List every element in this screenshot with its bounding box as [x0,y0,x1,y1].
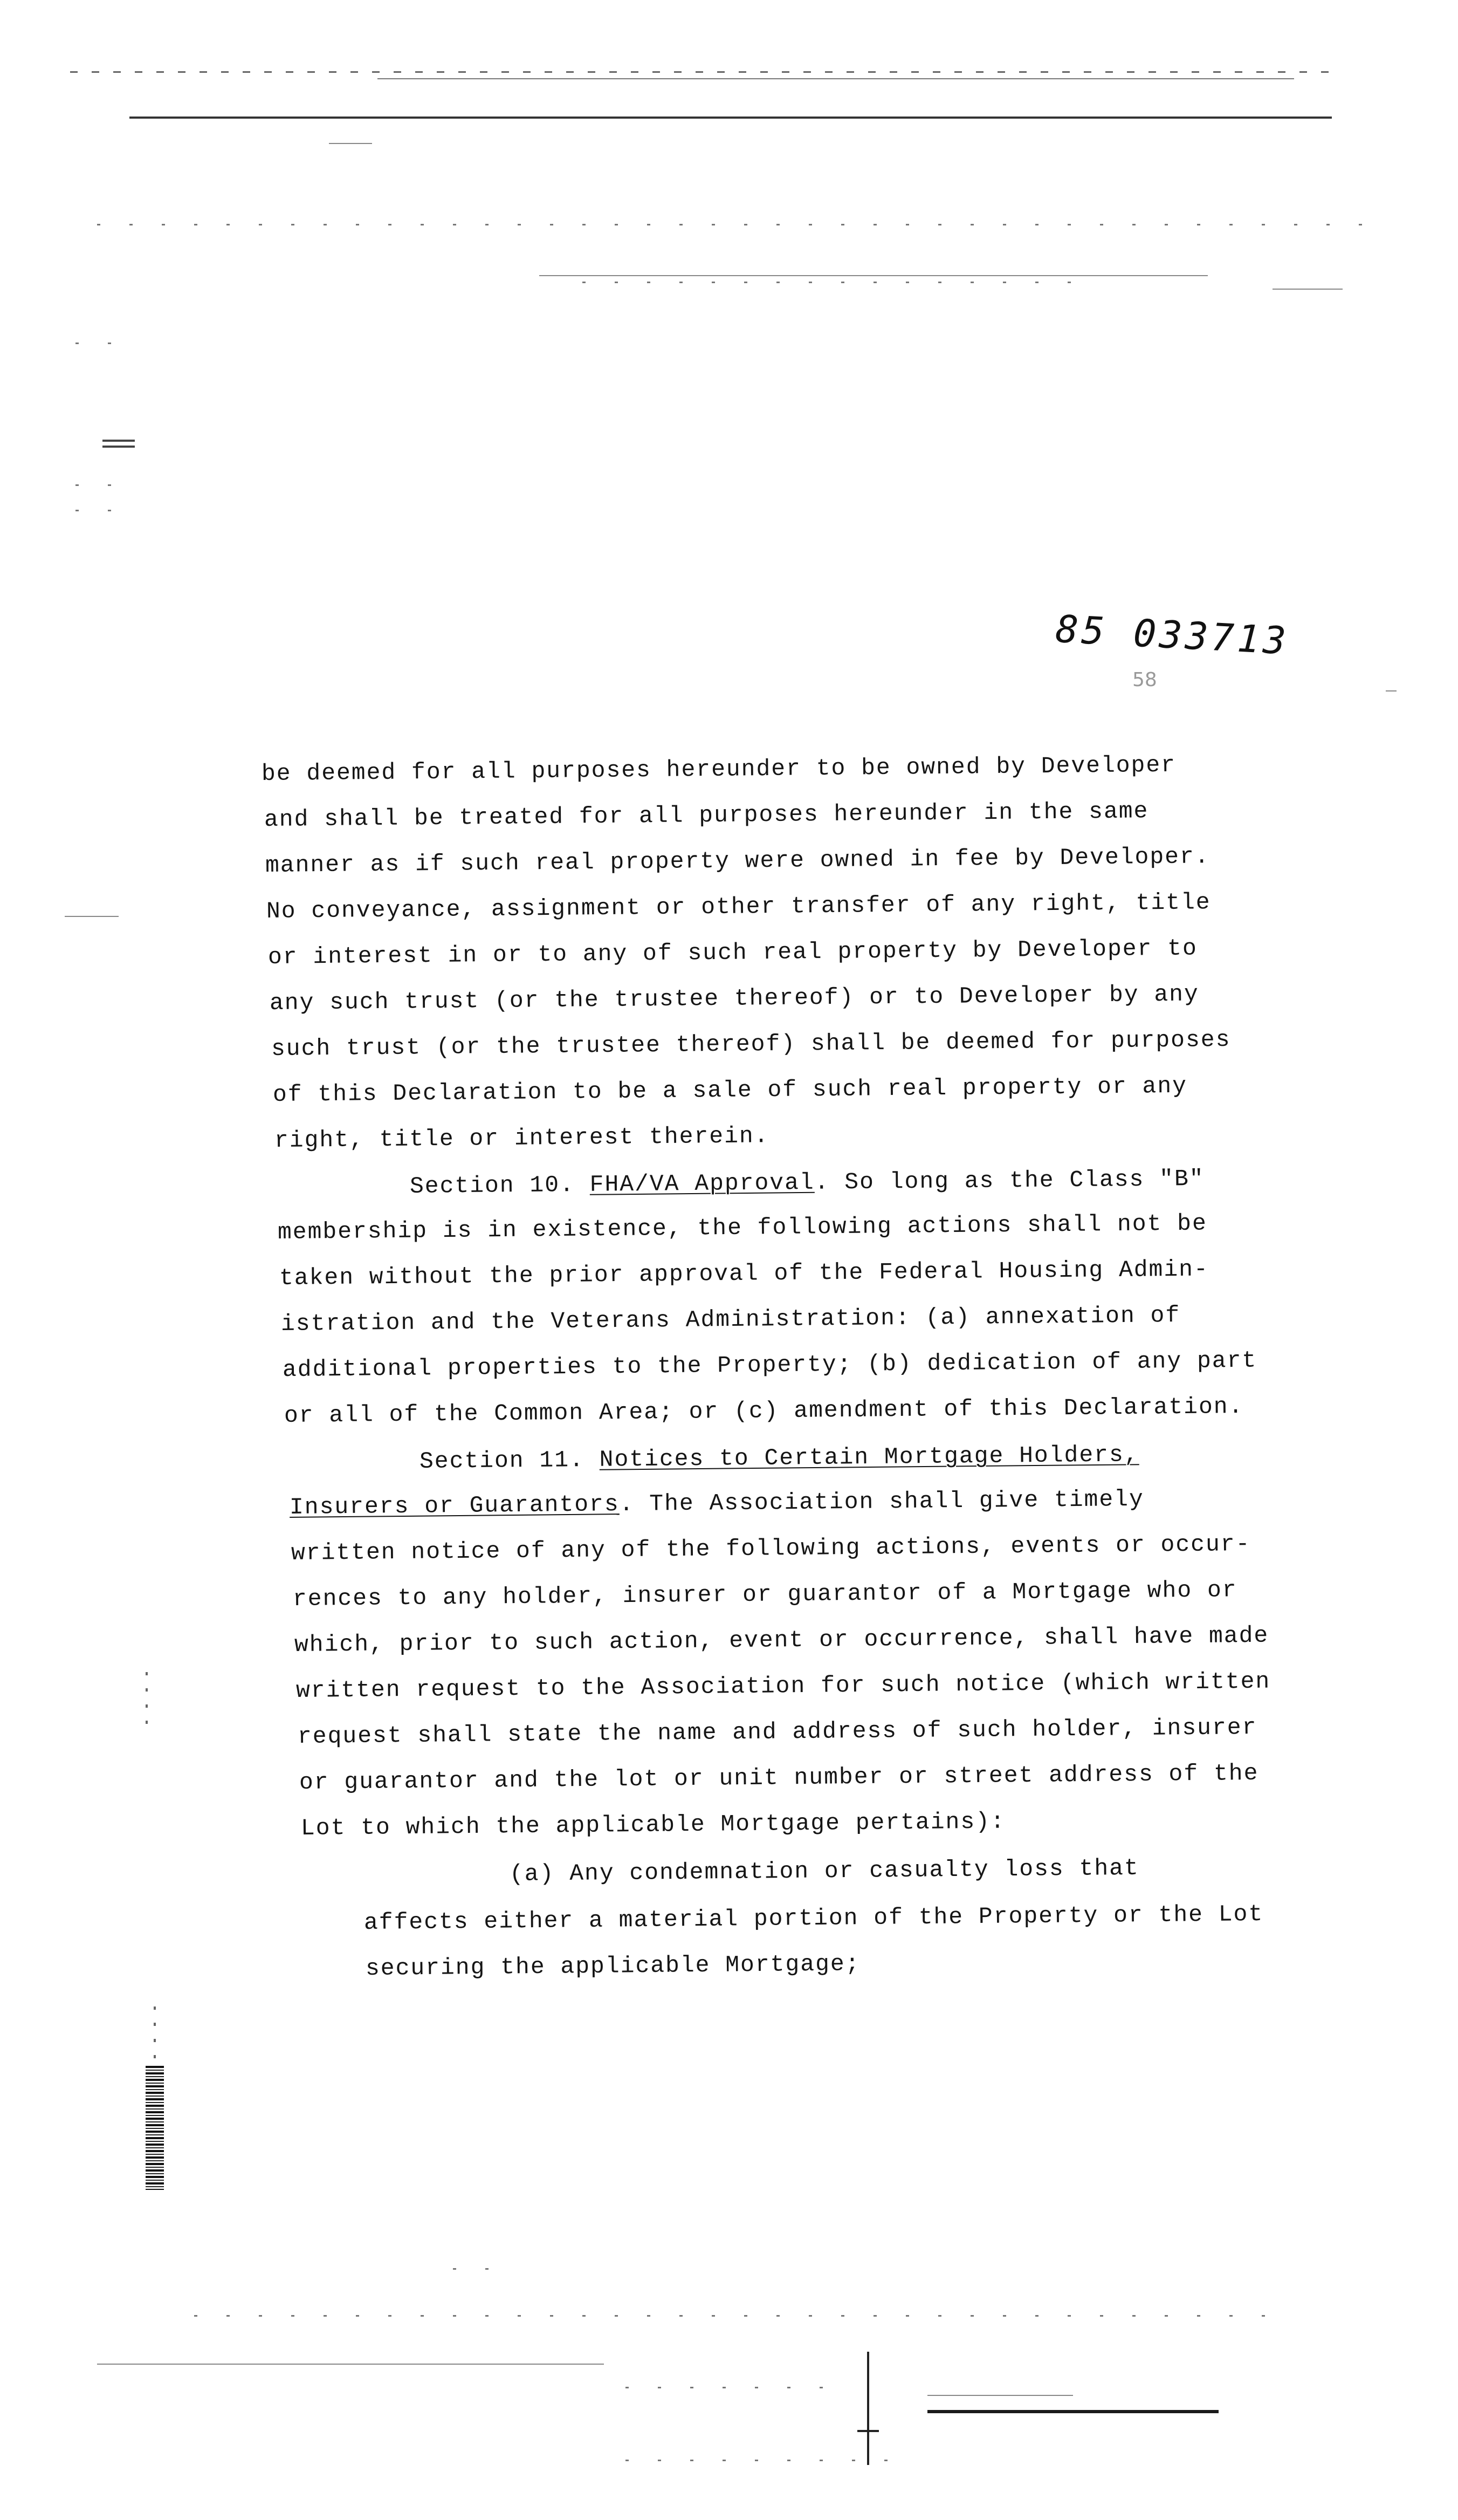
section-10-label: Section 10. [409,1172,575,1200]
text-line-4: No conveyance, assignment or other transfer of any right, title [266,889,1211,925]
scan-artifact-left-3 [102,446,135,448]
section-11-heading-line-2: Insurers or Guarantors [289,1491,620,1521]
scan-artifact-bottom-7 [857,2430,879,2432]
scan-artifact-top-2 [377,78,1294,79]
section-11-line-8: or guarantor and the lot or unit number or street address of the [299,1759,1259,1796]
section-11-line-3: written notice of any of the following actions, events or occur- [291,1530,1251,1566]
scan-artifact-left-5 [75,510,135,511]
text-line-5: or interest in or to any of such real property by Developer to [267,935,1198,970]
text-line-1: be deemed for all purposes hereunder to be owned by Developer [261,751,1177,787]
section-10-heading: FHA/VA Approval [589,1169,815,1198]
section-10-line-3: taken without the prior approval of the Federal Housing Admin- [279,1256,1209,1291]
section-10-first-line [410,1166,1205,1200]
margin-barcode [146,2066,164,2190]
item-a-line-3: securing the applicable Mortgage; [365,1950,861,1982]
item-a-line-2: affects either a material portion of the Property or the Lot [363,1900,1264,1936]
text-line-6: any such trust (or the trustee thereof) or to Developer by any [269,981,1200,1016]
scan-artifact-bottom-5 [625,2387,830,2388]
item-a-first-line [510,1855,1139,1887]
item-a-label: (a) [509,1860,555,1887]
scan-artifact-left-2 [102,440,135,442]
scan-artifact-bottom-3 [927,2395,1073,2396]
scan-artifact-bottom-6 [625,2460,895,2461]
scan-artifact-top-1 [70,71,1332,73]
text-line-9: right, title or interest therein. [274,1122,769,1154]
scan-artifact-top-8 [1273,289,1343,290]
text-line-7: such trust (or the trustee thereof) shall be deemed for purposes [271,1026,1231,1062]
scan-artifact-bottom-4 [927,2410,1219,2413]
section-11-label: Section 11. [419,1447,585,1475]
section-11-line-9: Lot to which the applicable Mortgage pertains): [300,1808,1006,1841]
section-11-first-line [419,1441,1139,1475]
recording-number-stamp: 85 033713 [1054,607,1290,663]
section-11-line-4: rences to any holder, insurer or guarantor of a Mortgage who or [292,1577,1237,1612]
scan-artifact-top-4 [329,143,372,144]
section-10-first-line-rest: . So long as the Class "B" [814,1165,1205,1196]
text-line-2: and shall be treated for all purposes hereunder in the same [264,798,1149,833]
section-10-line-6: or all of the Common Area; or (c) amendment of this Declaration. [284,1393,1244,1429]
scan-artifact-top-5 [97,224,1364,225]
scan-artifact-top-7 [582,282,1100,283]
scan-artifact-left-6 [65,916,119,917]
section-11-second-line-rest: . The Association shall give timely [619,1485,1145,1518]
section-11-line-5: which, prior to such action, event or occurrence, shall have made [294,1622,1269,1658]
section-10-line-4: istration and the Veterans Administration: (a) annexation of [280,1302,1181,1337]
margin-dots-1 [146,1672,148,1726]
scan-artifact-bottom-0 [453,2268,518,2270]
item-a-first-line-text: Any condemnation or casualty loss that [569,1854,1139,1887]
section-11-second-line [290,1486,1144,1521]
text-line-8: of this Declaration to be a sale of such real property or any [272,1072,1188,1108]
scan-artifact-bottom-2 [97,2364,604,2365]
section-11-line-7: request shall state the name and address of such holder, insurer [297,1714,1257,1750]
section-10-line-2: membership is in existence, the following actions shall not be [277,1210,1208,1245]
scan-artifact-bottom-vertical [867,2352,869,2465]
scan-artifact-top-6 [539,275,1208,276]
section-10-line-5: additional properties to the Property; (b) dedication of any part [282,1347,1257,1383]
scan-artifact-top-3 [129,117,1332,119]
scan-artifact-right-1 [1386,690,1397,691]
margin-dots-2 [154,2007,156,2066]
section-11-heading-line-1: Notices to Certain Mortgage Holders, [599,1441,1139,1473]
section-11-line-6: written request to the Association for such notice (which written [295,1668,1271,1704]
scan-artifact-left-4 [75,484,135,486]
page-mark: 58 [1132,669,1157,691]
text-line-3: manner as if such real property were owned in fee by Developer. [265,843,1210,879]
scan-artifact-bottom-1 [194,2315,1294,2317]
scan-artifact-left-1 [75,343,135,344]
